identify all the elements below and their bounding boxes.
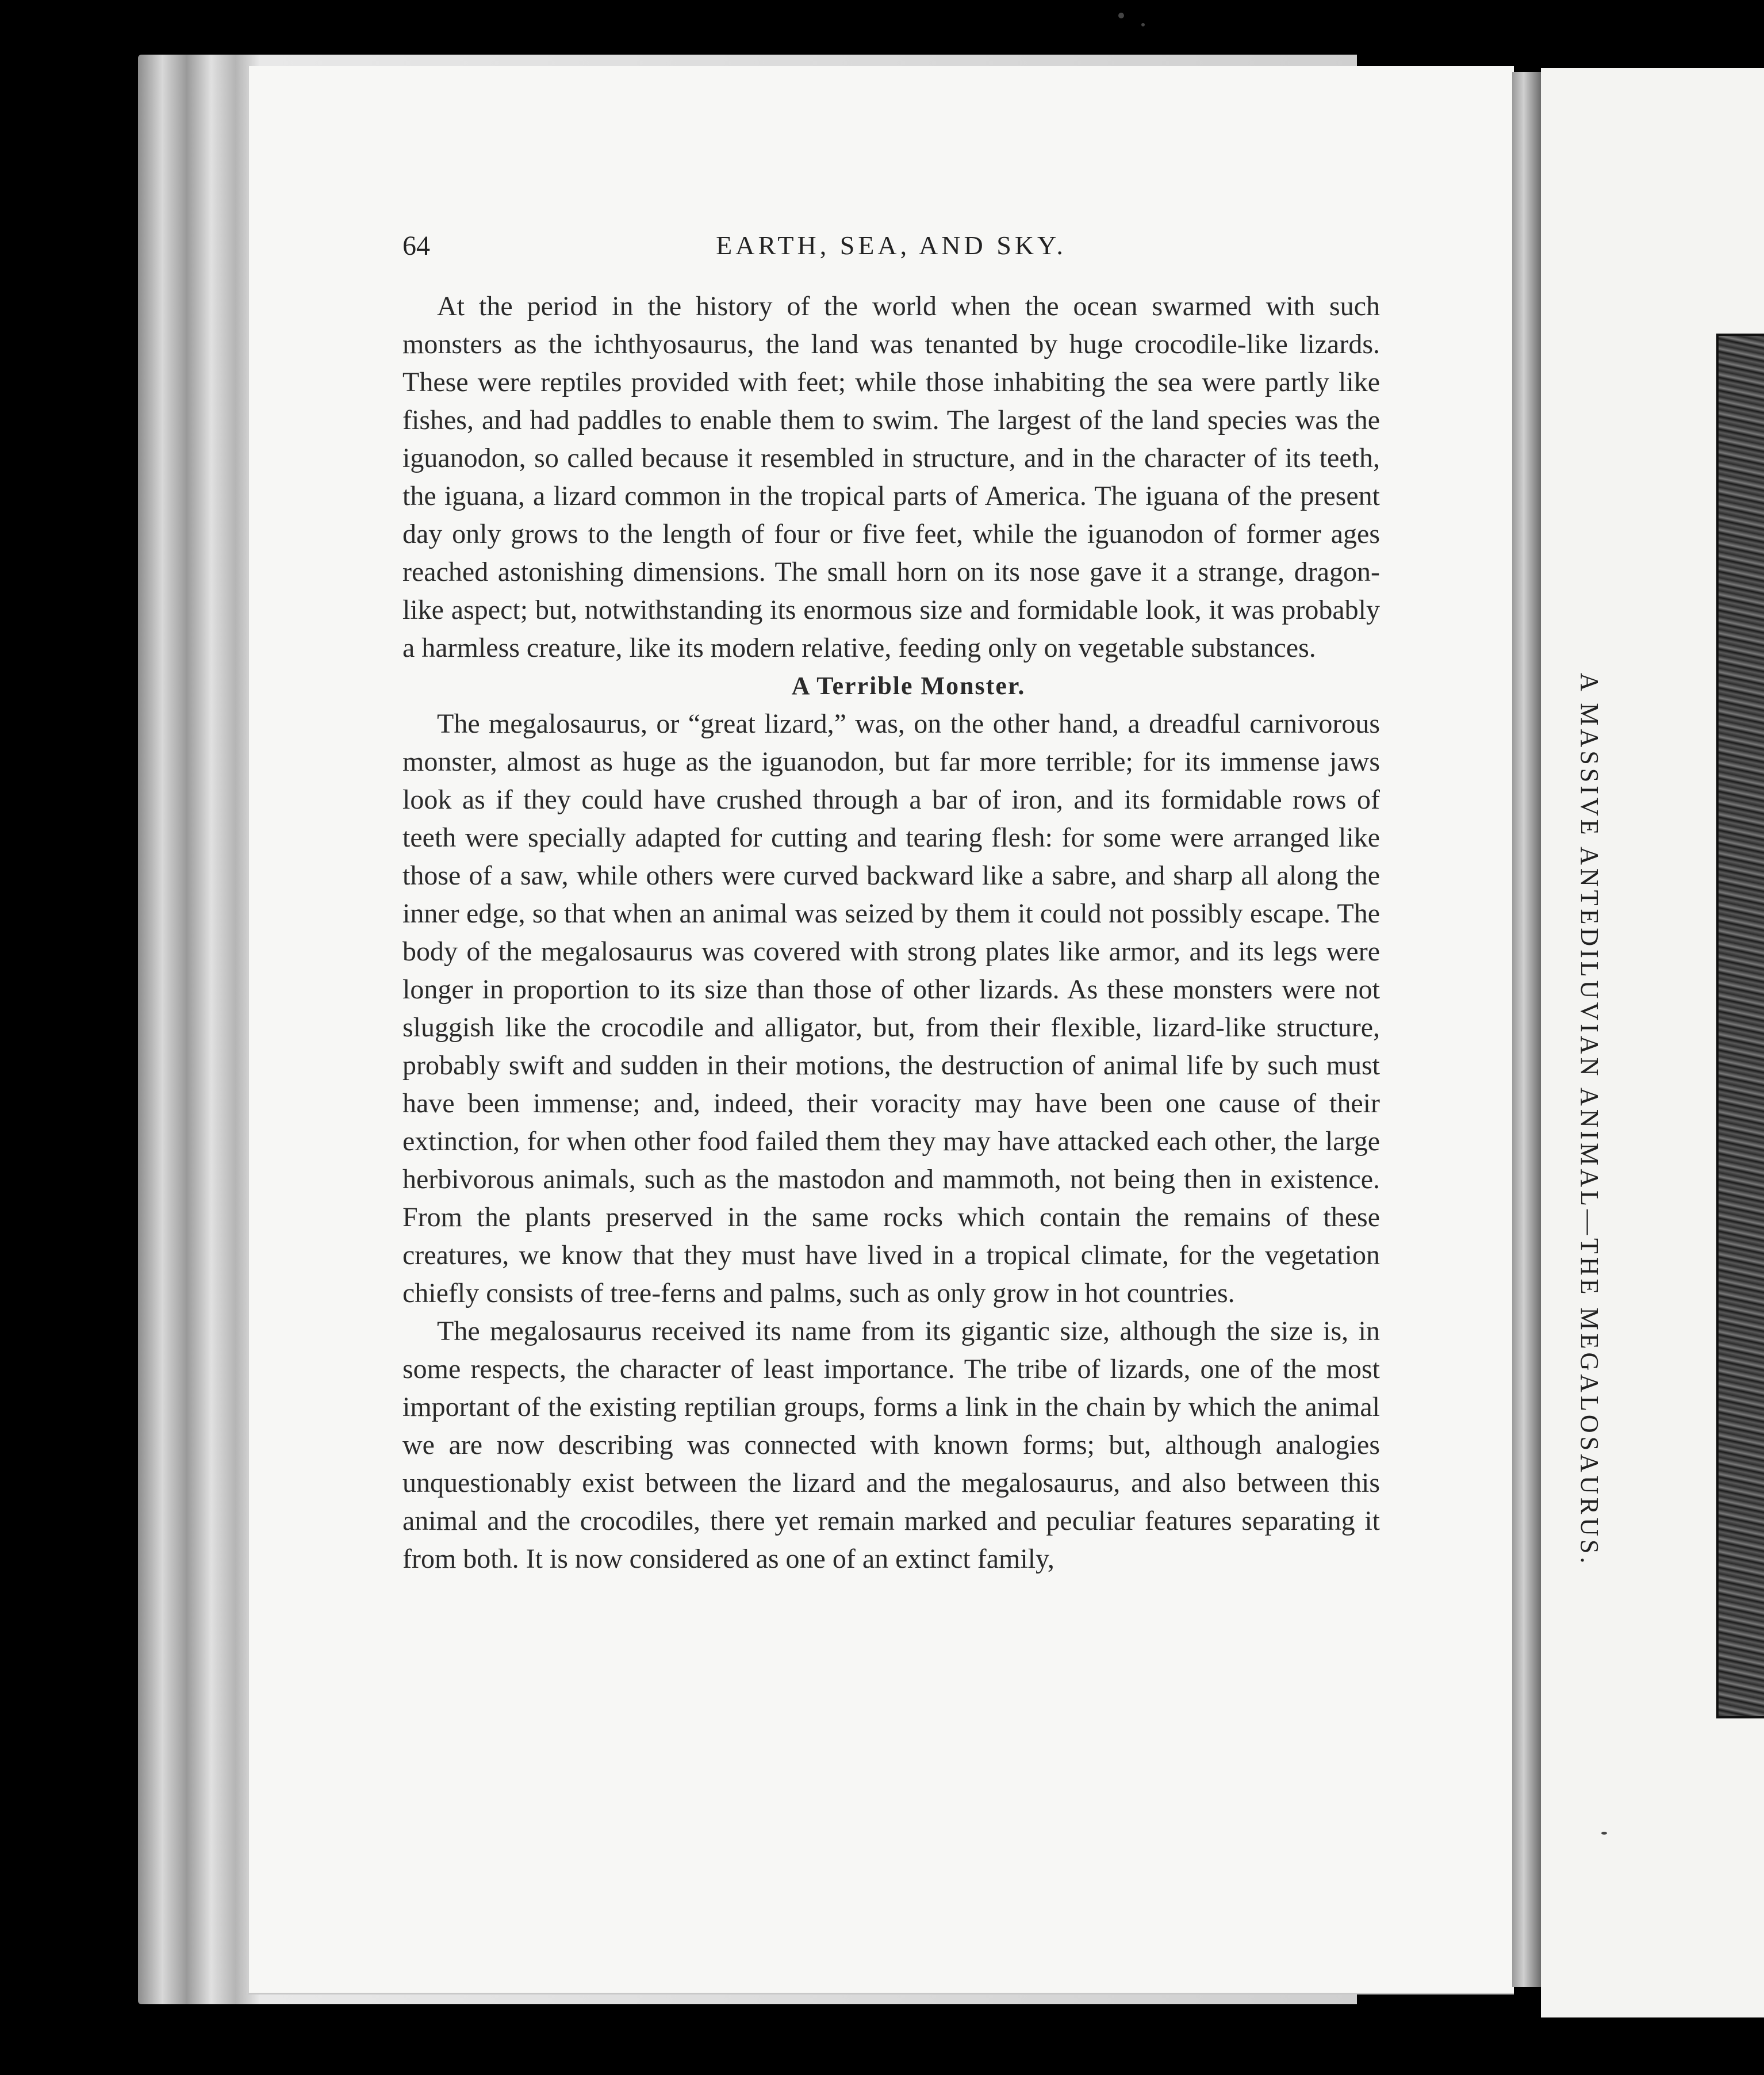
body-text: [402, 288, 1380, 1578]
running-title: EARTH, SEA, AND SKY.: [716, 231, 1067, 260]
illustration-plate-edge: [1716, 334, 1764, 1718]
section-heading: A Terrible Monster.: [791, 672, 1026, 700]
dust-speck: [1118, 13, 1124, 18]
paragraph: The megalosaurus, or “great lizard,” was, on the other hand, a dreadful carnivorous monster, almost as huge as the iguanodon, but far more terrible; for its immense jaws look as if they could have crushed through a bar of iron, and its formidable rows of teeth were specially adapted for cutting and tearing flesh: for some were arranged like those of a saw, while others were curved backward like a sabre, and sharp all along the inner edge, so that when an animal was seized by them it could not possibly escape. The body of the megalosaurus was covered with strong plates like armor, and its legs were longer in proportion to its size than those of other lizards. As these monsters were not sluggish like the crocodile and alligator, but, from their flexible, lizard-like structure, probably swift and sudden in their motions, the destruction of animal life by such must have been immense; and, indeed, their voracity may have been one cause of their extinction, for when other food failed them they may have attacked each other, the large herbivorous animals, such as the mastodon and mammoth, not being then in existence. From the plants preserved in the same rocks which contain the remains of these creatures, we know that they must have lived in a tropical climate, for the vegetation chiefly consists of tree-ferns and palms, such as only grow in hot countries.: [402, 709, 1380, 1308]
plate-caption: A MASSIVE ANTEDILUVIAN ANIMAL—THE MEGALOSAURUS.: [1575, 673, 1604, 1567]
paragraph: The megalosaurus received its name from its gigantic size, although the size is, in some respects, the character of least importance. The tribe of lizards, one of the most important of the existing reptilian groups, forms a link in the chain by which the animal we are now describing was connected with known forms; but, although analogies unquestionably exist between the lizard and the megalosaurus, and also between this animal and the crocodiles, there yet remain marked and peculiar features separating it from both. It is now considered as one of an extinct family,: [402, 1316, 1380, 1574]
paragraph: At the period in the history of the world when the ocean swarmed with such monsters as the ichthyosaurus, the land was tenanted by huge crocodile-like lizards. These were reptiles provided with feet; while those inhabiting the sea were partly like fishes, and had paddles to enable them to swim. The largest of the land species was the iguanodon, so called because it resembled in structure, and in the character of its teeth, the iguana, a lizard common in the tropical parts of America. The iguana of the present day only grows to the length of four or five feet, while the iguanodon of former ages reached astonishing dimensions. The small horn on its nose gave it a strange, dragon-like aspect; but, notwithstanding its enormous size and formidable look, it was probably a harmless creature, like its modern relative, feeding only on vegetable substances.: [402, 291, 1380, 663]
page-number: 64: [402, 231, 430, 261]
book-gutter: [1512, 72, 1541, 1987]
dust-speck: [1141, 23, 1145, 26]
dust-speck: [1601, 1832, 1607, 1835]
running-head: [402, 230, 1380, 270]
